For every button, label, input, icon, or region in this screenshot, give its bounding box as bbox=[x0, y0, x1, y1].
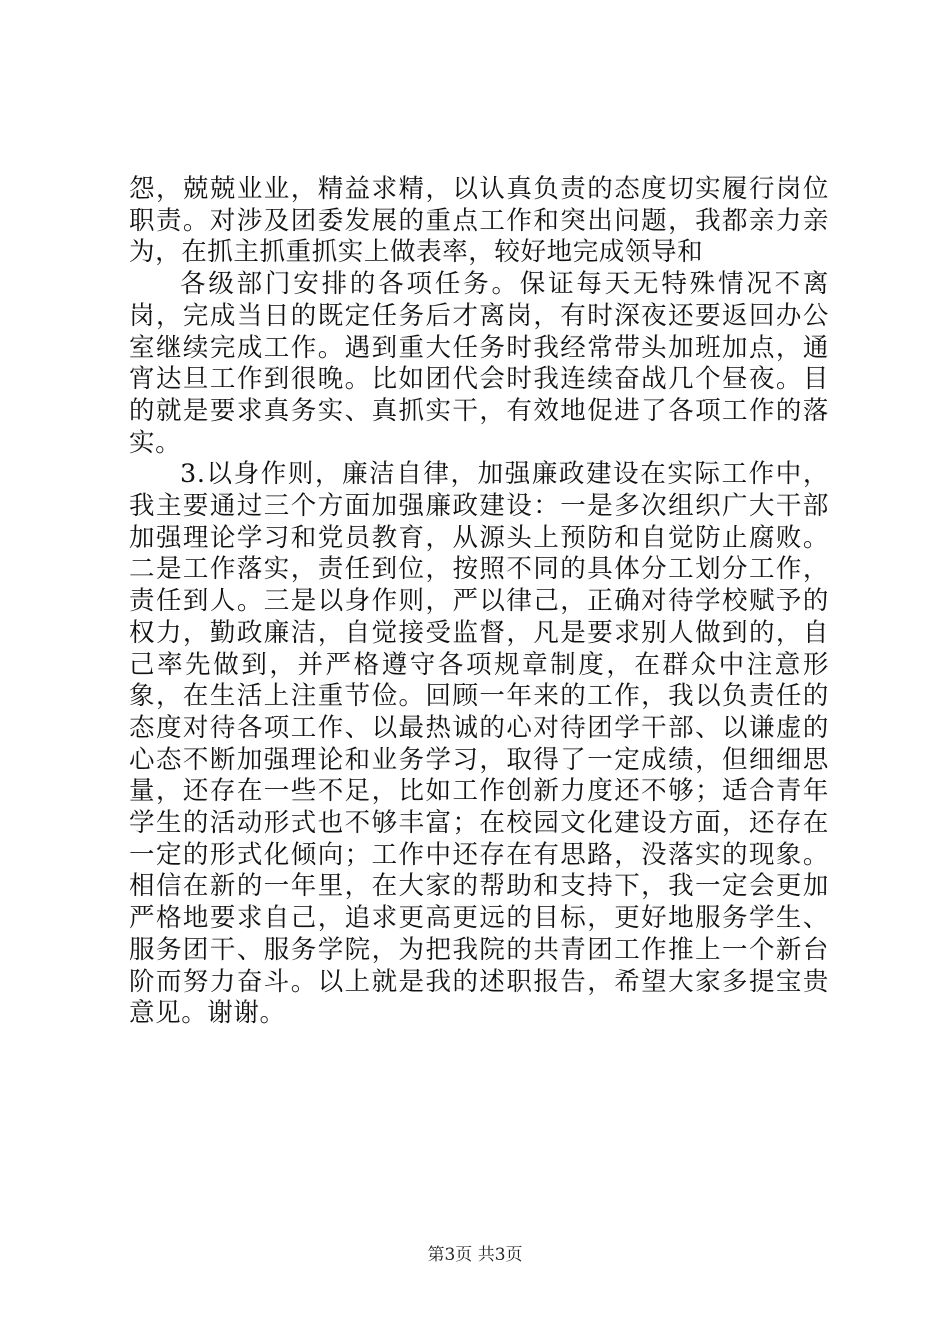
document-body bbox=[129, 174, 829, 1030]
paragraph-3: 3.以身作则，廉洁自律，加强廉政建设在实际工作中，我主要通过三个方面加强廉政建设：一是多次组织广大干部加强理论学习和党员教育，从源头上预防和自觉防止腐败。二是工作落实，责任到位，按照不同的具体分工划分工作，责任到人。三是以身作则，严以律己，正确对待学校赋予的权力，勤政廉洁，自觉接受监督，凡是要求别人做到的，自己率先做到，并严格遵守各项规章制度，在群众中注意形象，在生活上注重节俭。回顾一年来的工作，我以负责任的态度对待各项工作、以最热诚的心对待团学干部、以谦虚的心态不断加强理论和业务学习，取得了一定成绩，但细细思量，还存在一些不足，比如工作创新力度还不够；适合青年学生的活动形式也不够丰富；在校园文化建设方面，还存在一定的形式化倾向；工作中还存在有思路，没落实的现象。相信在新的一年里，在大家的帮助和支持下，我一定会更加严格地要求自己，追求更高更远的目标，更好地服务学生、服务团干、服务学院，为把我院的共青团工作推上一个新台阶而努力奋斗。以上就是我的述职报告，希望大家多提宝贵意见。谢谢。 bbox=[129, 459, 829, 1029]
paragraph-2: 各级部门安排的各项任务。保证每天无特殊情况不离岗，完成当日的既定任务后才离岗，有时深夜还要返回办公室继续完成工作。遇到重大任务时我经常带头加班加点，通宵达旦工作到很晚。比如团代会时我连续奋战几个昼夜。目的就是要求真务实、真抓实干，有效地促进了各项工作的落实。 bbox=[129, 269, 829, 458]
paragraph-1: 怨，兢兢业业，精益求精，以认真负责的态度切实履行岗位职责。对涉及团委发展的重点工作和突出问题，我都亲力亲为，在抓主抓重抓实上做表率，较好地完成领导和 bbox=[129, 174, 829, 268]
page-number-footer: 第3页 共3页 bbox=[427, 1245, 523, 1265]
